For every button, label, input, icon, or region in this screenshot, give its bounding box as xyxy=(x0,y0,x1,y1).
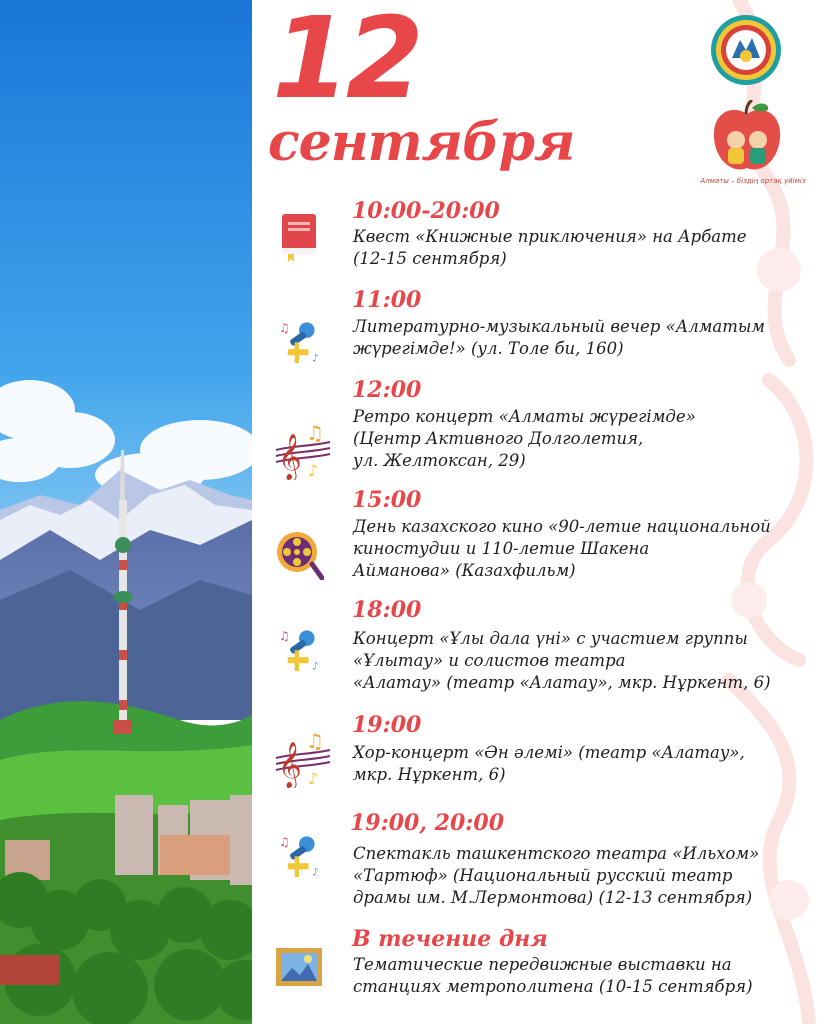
event-description: Хор-концерт «Ән әлемі» (театр «Алатау», мкр. Нұркент, 6) xyxy=(353,743,745,784)
slogan: Алматы – біздің ортақ үйіміз xyxy=(700,177,806,185)
music-notes-icon xyxy=(272,728,332,788)
svg-text:♫: ♫ xyxy=(306,729,324,753)
date-month: сентября xyxy=(268,112,575,173)
music-notes-icon xyxy=(272,420,332,480)
event-time: 10:00-20:00 xyxy=(352,198,500,224)
event-description: День казахского кино «90-летие национальной киностудии и 110-летие Шакена Айманова» (Казахфильм) xyxy=(353,517,771,580)
book-icon xyxy=(274,210,324,262)
svg-text:♫: ♫ xyxy=(279,320,290,335)
almaty-apple-logo xyxy=(708,100,786,176)
date-day: 12 xyxy=(272,0,420,124)
event-description: Литературно-музыкальный вечер «Алматым жүрегімде!» (ул. Толе би, 160) xyxy=(353,317,765,358)
event-description: Тематические передвижные выставки на станциях метрополитена (10-15 сентября) xyxy=(353,955,753,996)
svg-text:♪: ♪ xyxy=(308,461,319,480)
city-landscape-illustration xyxy=(0,0,252,1024)
svg-text:♫: ♫ xyxy=(306,421,324,445)
event-time: 19:00, 20:00 xyxy=(350,810,505,836)
svg-text:♪: ♪ xyxy=(308,769,319,788)
svg-text:♪: ♪ xyxy=(312,352,319,365)
film-reel-icon xyxy=(274,528,324,580)
event-description: Спектакль ташкентского театра «Ильхом» «Тартюф» (Национальный русский театр драмы им. М.Лермонтова) (12-13 сентября) xyxy=(353,844,760,907)
painting-icon xyxy=(274,942,324,994)
event-description: Квест «Книжные приключения» на Арбате (12-15 сентября) xyxy=(353,227,747,268)
event-time: В течение дня xyxy=(352,926,548,952)
event-description: Концерт «Ұлы дала үні» с участием группы «Ұлытау» и солистов театра «Алатау» (театр «Алатау», мкр. Нұркент, 6) xyxy=(353,629,771,692)
microphone-icon xyxy=(274,318,324,370)
event-description: Ретро концерт «Алматы жүрегімде» (Центр Активного Долголетия, ул. Желтоксан, 29) xyxy=(353,407,696,470)
svg-text:𝄞: 𝄞 xyxy=(278,434,302,480)
microphone-icon xyxy=(274,832,324,884)
schedule-panel xyxy=(252,0,819,1024)
svg-text:♪: ♪ xyxy=(312,660,319,673)
event-time: 12:00 xyxy=(352,377,422,403)
svg-text:♪: ♪ xyxy=(312,866,319,879)
event-time: 19:00 xyxy=(352,712,422,738)
svg-text:♫: ♫ xyxy=(279,628,290,643)
svg-text:♫: ♫ xyxy=(279,834,290,849)
almaty-emblem-logo xyxy=(710,14,782,86)
event-time: 15:00 xyxy=(352,487,422,513)
event-time: 18:00 xyxy=(352,597,422,623)
microphone-icon xyxy=(274,626,324,678)
svg-text:𝄞: 𝄞 xyxy=(278,742,302,788)
event-time: 11:00 xyxy=(352,287,422,313)
